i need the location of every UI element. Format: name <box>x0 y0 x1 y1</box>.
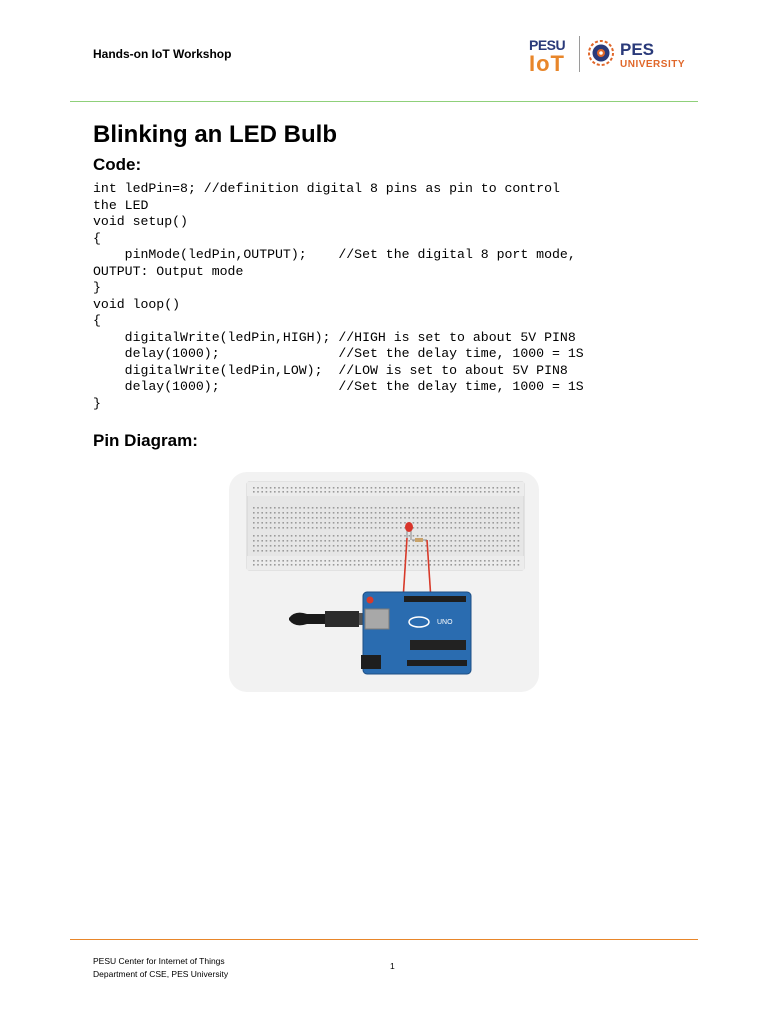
code-block <box>93 181 683 412</box>
code-line: OUTPUT: Output mode <box>93 263 244 279</box>
code-line: delay(1000); //Set the delay time, 1000 = 1S <box>93 379 584 394</box>
university-logo-text: UNIVERSITY <box>620 59 686 70</box>
breadboard-power-rail-bottom <box>247 556 524 570</box>
power-jack <box>361 655 381 669</box>
arduino-board <box>361 592 471 674</box>
led-bulb <box>405 522 413 532</box>
code-line: void loop() <box>93 296 181 312</box>
code-line: pinMode(ledPin,OUTPUT); //Set the digital 8 port mode, <box>93 247 576 262</box>
analog-header <box>407 660 467 666</box>
code-line: delay(1000); //Set the delay time, 1000 = 1S <box>93 346 584 361</box>
page-number: 1 <box>390 961 395 971</box>
code-line: digitalWrite(ledPin,HIGH); //HIGH is set to about 5V PIN8 <box>93 329 576 345</box>
header-title: Hands-on IoT Workshop <box>93 47 232 61</box>
code-line: digitalWrite(ledPin,LOW); //LOW is set to about 5V PIN8 <box>93 362 568 378</box>
pes-seal-icon <box>587 39 615 67</box>
usb-cable <box>289 611 367 627</box>
header-logos <box>527 34 702 76</box>
code-line: { <box>93 313 101 328</box>
footer-department: Department of CSE, PES University <box>93 969 229 979</box>
reset-button <box>367 597 374 604</box>
pin-diagram-heading: Pin Diagram: <box>93 431 198 450</box>
circuit-illustration <box>229 472 539 692</box>
header-divider <box>70 101 698 102</box>
pes-logo-text: PES <box>620 40 655 59</box>
code-line: } <box>93 280 101 295</box>
breadboard-power-rail-top <box>247 482 524 496</box>
iot-logo-text: IoT <box>529 51 565 76</box>
code-line: } <box>93 395 101 411</box>
logo-divider <box>579 36 580 72</box>
usb-port <box>365 609 389 629</box>
pesu-logo-text: PESU <box>529 37 566 53</box>
pin-diagram <box>229 472 539 692</box>
microcontroller-chip <box>410 640 466 650</box>
board-label: UNO <box>437 619 453 626</box>
page-title: Blinking an LED Bulb <box>93 121 337 148</box>
code-line: void setup() <box>93 214 188 229</box>
code-line: { <box>93 230 101 246</box>
footer-organization: PESU Center for Internet of Things <box>93 956 225 966</box>
digital-header <box>404 596 466 602</box>
footer-divider <box>70 939 698 940</box>
code-heading: Code: <box>93 155 142 174</box>
code-line: the LED <box>93 197 149 213</box>
code-line: int ledPin=8; //definition digital 8 pins as pin to control <box>93 181 560 196</box>
